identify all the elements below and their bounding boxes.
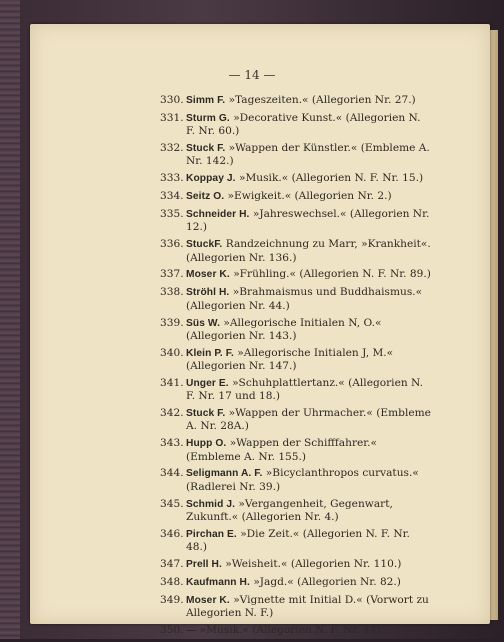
catalogue-entry <box>160 238 432 264</box>
artist-name: Süs W. <box>186 317 220 329</box>
entry-number: 345. <box>160 497 184 510</box>
catalogue-entry <box>160 467 432 493</box>
entry-description: »Die Zeit.« (Allegorien N. F. Nr. 48.) <box>186 527 410 554</box>
cover-spine-edge <box>0 0 20 639</box>
entry-number: 346. <box>160 527 184 540</box>
catalogue-entry <box>160 172 432 185</box>
entry-number: 339. <box>160 316 184 329</box>
entry-number: 333. <box>160 172 184 185</box>
entry-description: Randzeichnung zu Marr, »Krankheit«. (Allegorien Nr. 136.) <box>186 238 431 264</box>
page-number: — 14 — <box>228 68 276 82</box>
entry-number: 336. <box>160 238 184 251</box>
artist-name: Stuck F. <box>186 408 226 420</box>
catalogue-entry <box>160 528 432 554</box>
catalogue-entry <box>160 594 432 620</box>
entry-description: »Allegorische Initialen N, O.« (Allegorien Nr. 143.) <box>186 316 382 342</box>
artist-name: Seitz O. <box>186 191 225 203</box>
catalogue-entry <box>160 576 432 589</box>
entry-number: 331. <box>160 111 184 124</box>
catalogue-entry <box>160 317 432 343</box>
artist-name: Koppay J. <box>186 173 236 185</box>
artist-name: StuckF. <box>186 239 223 251</box>
catalogue-entry <box>160 112 432 138</box>
artist-name: Moser K. <box>186 269 230 281</box>
entry-description: »Weisheit.« (Allegorien Nr. 110.) <box>225 558 402 570</box>
artist-name: Schmid J. <box>186 498 236 510</box>
artist-name: Hupp O. <box>186 438 227 450</box>
entry-description: »Allegorische Initialen J, M.« (Allegorien Nr. 147.) <box>186 346 394 372</box>
catalogue-entry <box>160 437 432 463</box>
entry-number: 340. <box>160 346 184 359</box>
catalogue-entry <box>160 347 432 373</box>
entry-number: 335. <box>160 208 184 221</box>
entry-description: »Schuhplattlertanz.« (Allegorien N. F. Nr. 17 und 18.) <box>186 376 423 403</box>
artist-name: — <box>186 624 197 636</box>
entry-description: »Vignette mit Initial D.« (Vorwort zu Allegorien N. F.) <box>186 593 429 620</box>
entry-description: »Wappen der Schifffahrer.« (Embleme A. Nr. 155.) <box>186 437 378 463</box>
artist-name: Klein P. F. <box>186 347 234 359</box>
catalogue-entry <box>160 498 432 524</box>
entry-description: »Decorative Kunst.« (Allegorien N. F. Nr. 60.) <box>186 111 421 138</box>
artist-name: Simm F. <box>186 95 226 106</box>
catalogue-entry <box>160 268 432 281</box>
entry-number: 334. <box>160 190 184 203</box>
entry-description: »Wappen der Künstler.« (Embleme A. Nr. 142.) <box>186 142 430 168</box>
entry-description: »Frühling.« (Allegorien N. F. Nr. 89.) <box>233 268 431 281</box>
artist-name: Sturm G. <box>186 112 230 124</box>
entry-number: 350. <box>160 623 184 636</box>
catalogue-entry <box>160 286 432 312</box>
entry-description: »Brahmaismus und Buddhaismus.« (Allegorien Nr. 44.) <box>186 286 423 312</box>
catalogue-entry <box>160 624 432 637</box>
artist-name: Seligmann A. F. <box>186 468 263 480</box>
entry-number: 347. <box>160 558 184 570</box>
artist-name: Schneider H. <box>186 209 250 221</box>
entry-description: »Vergangenheit, Gegenwart, Zukunft.« (Allegorien Nr. 4.) <box>186 497 393 523</box>
entry-number: 341. <box>160 376 184 389</box>
catalogue-entry <box>160 142 432 168</box>
artist-name: Unger E. <box>186 377 229 389</box>
catalogue-entry <box>160 558 432 571</box>
artist-name: Stuck F. <box>186 143 226 155</box>
entry-description: »Jagd.« (Allegorien Nr. 82.) <box>253 575 401 588</box>
entry-description: »Bicyclanthropos curvatus.« (Radlerei Nr. 39.) <box>186 467 419 493</box>
entry-number: 343. <box>160 437 184 450</box>
catalogue-entry <box>160 190 432 203</box>
entry-description: »Ewigkeit.« (Allegorien Nr. 2.) <box>227 190 392 203</box>
catalogue-entry <box>160 208 432 234</box>
catalogue-entry-list <box>160 94 432 642</box>
entry-number: 344. <box>160 467 184 480</box>
catalogue-entry <box>160 407 432 433</box>
entry-description: »Wappen der Uhrmacher.« (Embleme A. Nr. 28A.) <box>186 407 431 433</box>
artist-name: Moser K. <box>186 594 230 606</box>
artist-name: Pirchan E. <box>186 528 237 540</box>
entry-description: »Jahreswechsel.« (Allegorien Nr. 12.) <box>186 208 430 234</box>
entry-description: »Tageszeiten.« (Allegorien Nr. 27.) <box>228 94 416 106</box>
artist-name: Ströhl H. <box>186 287 230 299</box>
entry-number: 342. <box>160 407 184 420</box>
entry-description: »Musik.« (Allegorien N. F. Nr. 44) <box>199 623 381 636</box>
entry-description: »Musik.« (Allegorien N. F. Nr. 15.) <box>238 172 424 185</box>
catalogue-entry <box>160 377 432 403</box>
catalogue-entry <box>160 94 432 107</box>
artist-name: Kaufmann H. <box>186 576 250 588</box>
entry-number: 338. <box>160 286 184 299</box>
entry-number: 349. <box>160 593 184 606</box>
artist-name: Prell H. <box>186 559 222 570</box>
entry-number: 330. <box>160 94 184 106</box>
entry-number: 348. <box>160 575 184 588</box>
entry-number: 337. <box>160 268 184 281</box>
entry-number: 332. <box>160 142 184 155</box>
